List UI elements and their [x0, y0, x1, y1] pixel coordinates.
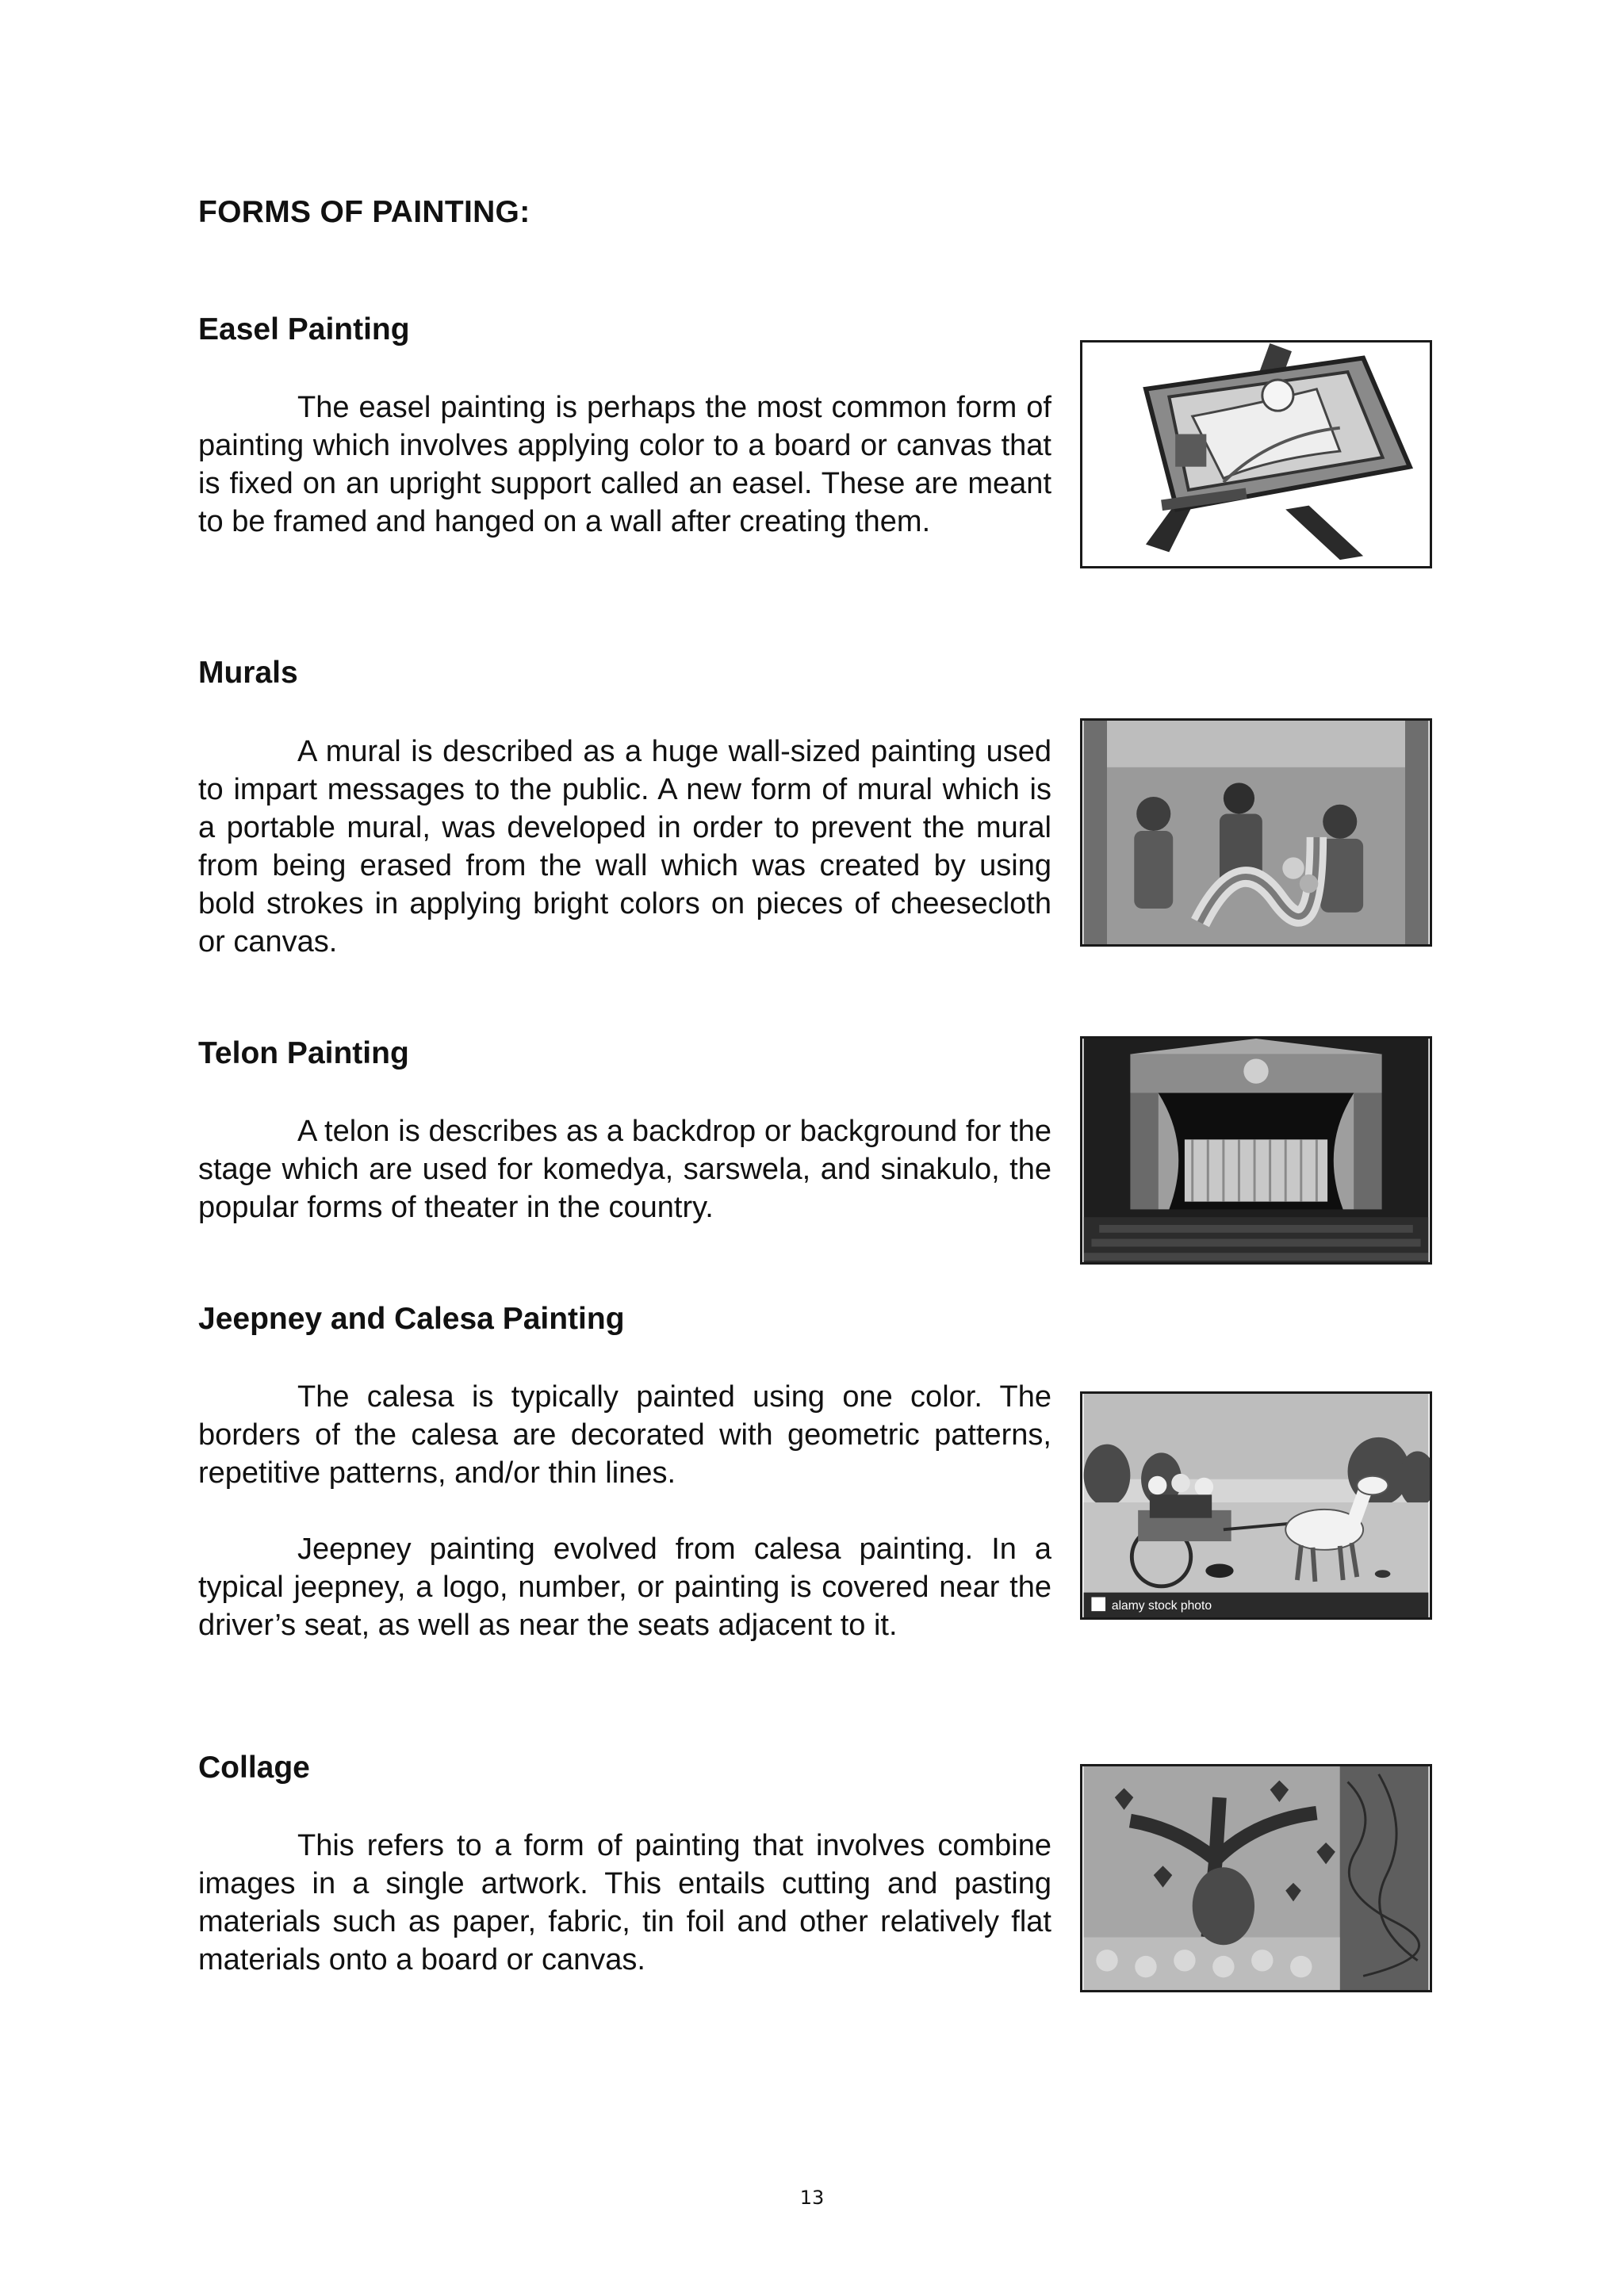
calesa-image — [1080, 1391, 1432, 1620]
horse-carriage-photo — [1082, 1394, 1430, 1617]
section-paragraph-easel-painting: The easel painting is perhaps the most common form of painting which involves applying color to a board or canvas that is fixed on an upright support called an easel. These are meant to be framed and hanged on a wall after creating them. — [198, 391, 1051, 538]
mural-photo — [1082, 721, 1430, 944]
section-heading-telon-painting: Telon Painting — [198, 1036, 409, 1070]
section-paragraph-murals: A mural is described as a huge wall-sized painting used to impart messages to the public. A new form of mural which is a portable mural, was developed in order to prevent the mural from being erased from the wall which was created by using bold strokes in applying bright colors on pieces of cheesecloth or canvas. — [198, 735, 1051, 959]
collage-image — [1080, 1764, 1432, 1992]
section-heading-murals: Murals — [198, 656, 298, 690]
section-heading-collage: Collage — [198, 1751, 310, 1785]
page-title: FORMS OF PAINTING: — [198, 195, 530, 229]
telon-image — [1080, 1036, 1432, 1265]
section-paragraph-calesa: The calesa is typically painted using one color. The borders of the calesa are decorated with geometric patterns, repetitive patterns, and/or thin lines. — [198, 1380, 1051, 1490]
collage-tree-artwork — [1082, 1766, 1430, 1990]
easel-illustration — [1082, 342, 1430, 566]
easel-painting-image — [1080, 340, 1432, 568]
section-paragraph-collage: This refers to a form of painting that involves combine images in a single artwork. This entails cutting and pasting materials such as paper, fabric, tin foil and other relatively flat materials onto a board or canvas. — [198, 1829, 1051, 1976]
mural-image — [1080, 718, 1432, 947]
section-paragraph-telon-painting: A telon is describes as a backdrop or background for the stage which are used for komedya, sarswela, and sinakulo, the popular forms of theater in the country. — [198, 1115, 1051, 1224]
section-paragraph-jeepney: Jeepney painting evolved from calesa painting. In a typical jeepney, a logo, number, or painting is covered near the driver’s seat, as well as near the seats adjacent to it. — [198, 1533, 1051, 1642]
section-heading-easel-painting: Easel Painting — [198, 312, 410, 346]
page-number: 13 — [799, 2187, 825, 2209]
image-watermark-text: alamy stock photo — [1111, 1599, 1212, 1613]
theater-stage-photo — [1082, 1039, 1430, 1262]
section-heading-jeepney-and-calesa-painting: Jeepney and Calesa Painting — [198, 1302, 625, 1336]
